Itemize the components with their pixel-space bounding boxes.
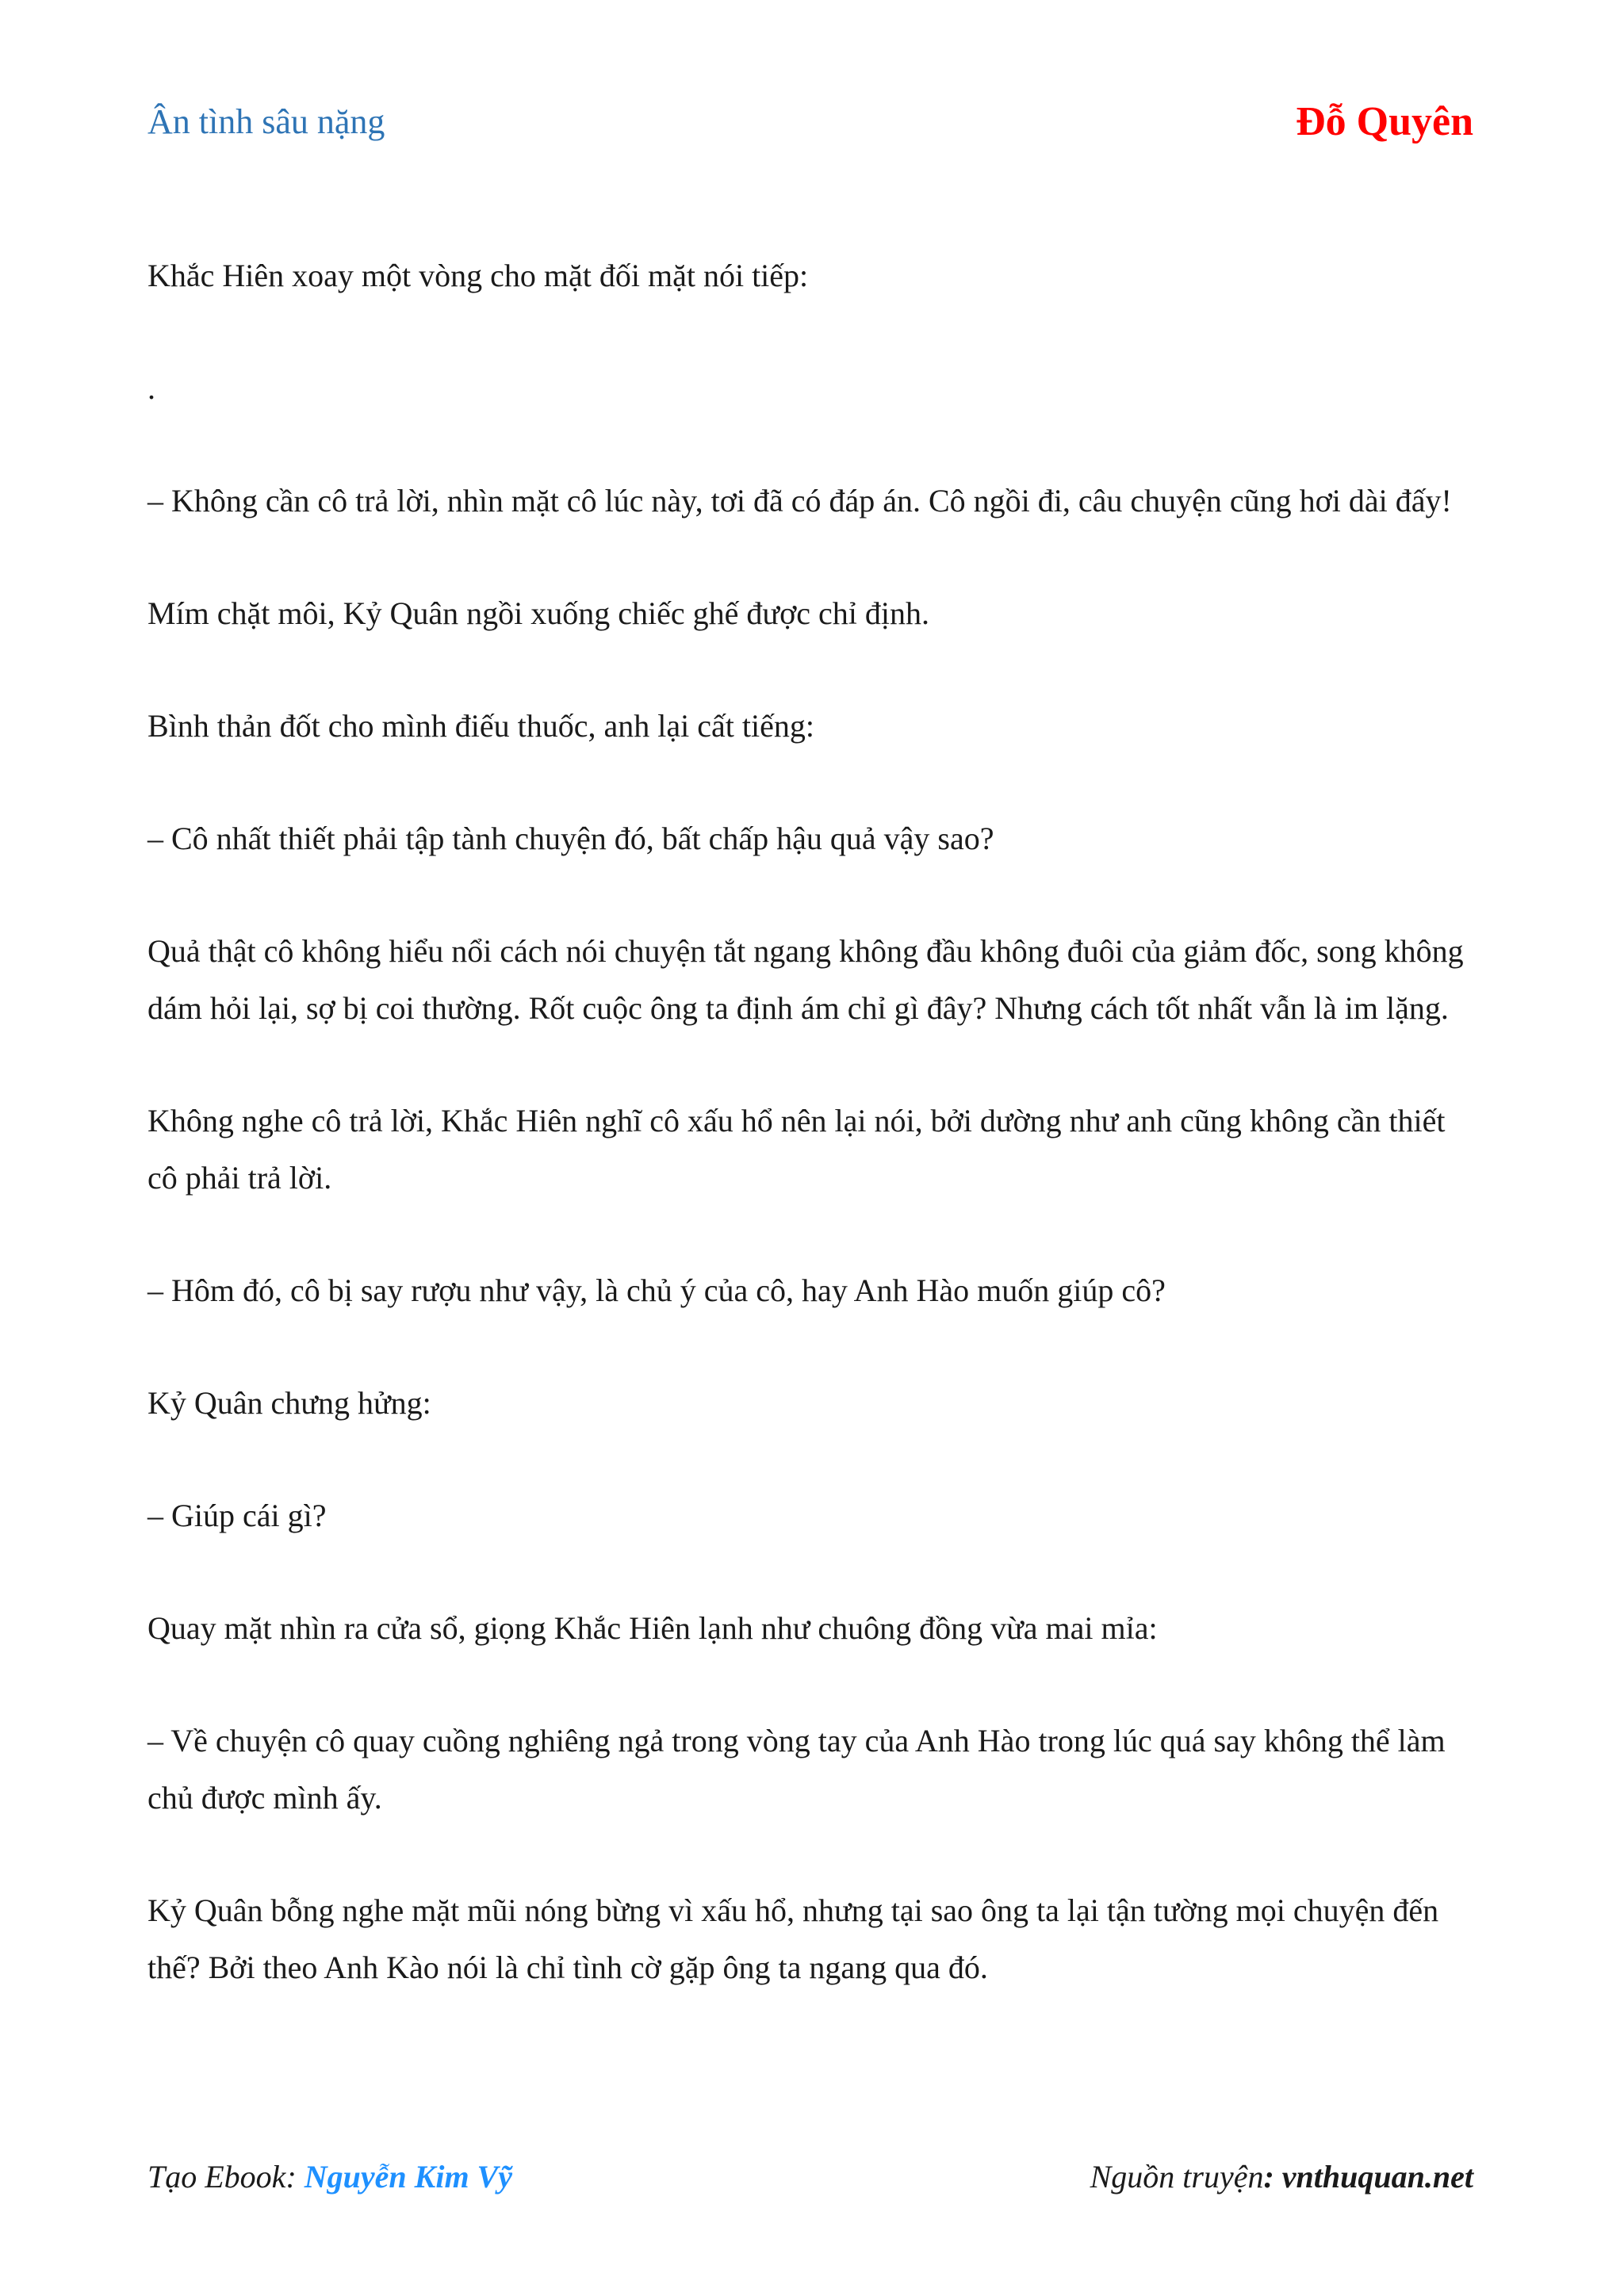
paragraph: – Về chuyện cô quay cuồng nghiêng ngả trong vòng tay của Anh Hào trong lúc quá say không thể làm chủ được mình ấy. — [147, 1723, 1446, 1816]
ebook-separator: : — [285, 2159, 304, 2195]
paragraph: Kỷ Quân bỗng nghe mặt mũi nóng bừng vì xấu hổ, nhưng tại sao ông ta lại tận tường mọi chuyện đến thế? Bởi theo Anh Kào nói là chỉ tình cờ gặp ông ta ngang qua đó. — [147, 1892, 1439, 1985]
book-title: Ân tình sâu nặng — [147, 102, 385, 141]
story-content — [147, 247, 1477, 2052]
author-name: Đỗ Quyên — [1296, 99, 1473, 144]
paragraph: Không nghe cô trả lời, Khắc Hiên nghĩ cô xấu hổ nên lại nói, bởi dường như anh cũng không cần thiết cô phải trả lời. — [147, 1103, 1446, 1196]
footer-source-credit — [1090, 2158, 1473, 2195]
source-label: Nguồn truyện — [1090, 2159, 1264, 2195]
paragraph: Kỷ Quân chưng hửng: — [147, 1385, 431, 1421]
paragraph: – Hôm đó, cô bị say rượu như vậy, là chủ ý của cô, hay Anh Hào muốn giúp cô? — [147, 1272, 1166, 1308]
paragraph: Khắc Hiên xoay một vòng cho mặt đối mặt nói tiếp: — [147, 258, 809, 293]
paragraph: Mím chặt môi, Kỷ Quân ngồi xuống chiếc ghế được chỉ định. — [147, 595, 929, 631]
ebook-label: Tạo Ebook — [147, 2159, 286, 2195]
footer-ebook-credit — [147, 2158, 512, 2195]
source-site: vnthuquan.net — [1281, 2159, 1473, 2195]
paragraph: Quay mặt nhìn ra cửa sổ, giọng Khắc Hiên lạnh như chuông đồng vừa mai mỉa: — [147, 1610, 1158, 1646]
paragraph: . — [147, 370, 155, 406]
paragraph: Quả thật cô không hiểu nổi cách nói chuyện tắt ngang không đầu không đuôi của giảm đốc, song không dám hỏi lại, sợ bị coi thường. Rốt cuộc ông ta định ám chỉ gì đây? Nhưng cách tốt nhất vẫn là im lặng. — [147, 933, 1464, 1026]
source-separator: : — [1263, 2159, 1282, 2195]
paragraph: – Không cần cô trả lời, nhìn mặt cô lúc này, tơi đã có đáp án. Cô ngồi đi, câu chuyện cũng hơi dài đấy! — [147, 483, 1452, 519]
paragraph: – Giúp cái gì? — [147, 1498, 327, 1533]
paragraph: – Cô nhất thiết phải tập tành chuyện đó, bất chấp hậu quả vậy sao? — [147, 821, 994, 856]
ebook-creator-name: Nguyễn Kim Vỹ — [304, 2159, 512, 2195]
paragraph: Bình thản đốt cho mình điếu thuốc, anh lại cất tiếng: — [147, 708, 814, 744]
